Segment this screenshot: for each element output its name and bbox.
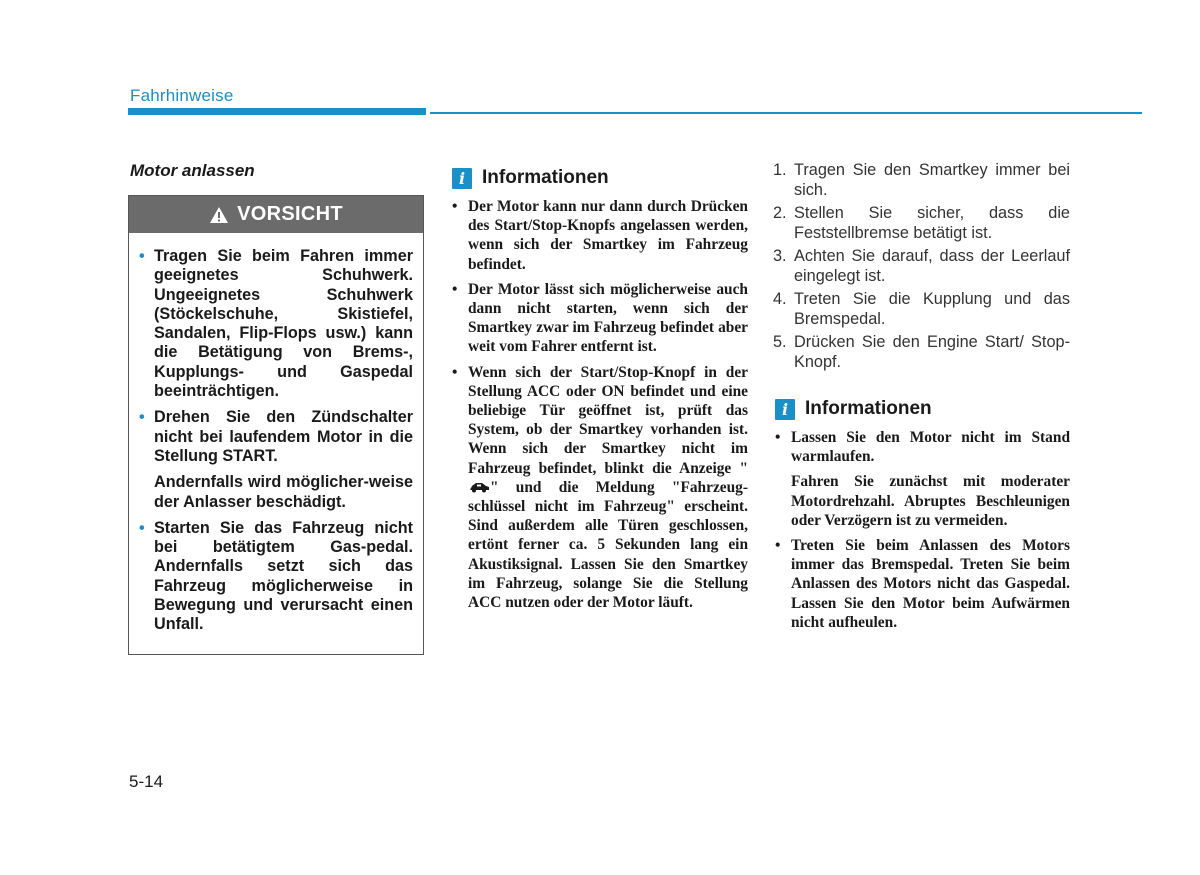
info-heading-label: Informationen (805, 398, 932, 419)
caution-header (129, 196, 423, 233)
caution-item (139, 519, 413, 635)
info-item-text: Der Motor lässt sich möglicherweise auch dann nicht starten, wenn sich der Smartkey zwar im Fahrzeug befindet aber weit vom Fahrer entfernt ist. (468, 280, 748, 356)
info-icon: i (775, 399, 795, 420)
warning-triangle-icon (209, 206, 229, 224)
step-number: 2. (773, 204, 787, 222)
info-block-2 (775, 398, 1070, 638)
info-item-text-b: " und die Meldung "Fahrzeug-schlüssel nicht im Fahrzeug" erscheint. Sind außerdem alle Türen geschlossen, ertönt ferner ca. 5 Sekunden lang ein Akustiksignal. Lassen Sie den Smartkey im Fahrzeug, solange Sie die Stellung ACC nutzen oder der Motor läuft. (468, 478, 748, 612)
header-rule-thin (430, 112, 1142, 114)
running-header: Fahrhinweise (130, 86, 234, 105)
smartkey-car-icon (468, 481, 490, 493)
info-list (452, 197, 748, 612)
caution-item (139, 247, 413, 401)
info-icon: i (452, 168, 472, 189)
caution-item (139, 408, 413, 511)
step-number: 1. (773, 161, 787, 179)
start-steps-list (773, 161, 1070, 376)
info-item-subtext: Fahren Sie zunächst mit moderater Motordrehzahl. Abruptes Beschleunigen oder Verzögern ist zu vermeiden. (791, 473, 1070, 529)
info-list (775, 428, 1070, 632)
info-item-text: Treten Sie beim Anlassen des Motors immer das Bremspedal. Treten Sie beim Anlassen des Motors nicht das Gaspedal. Lassen Sie den Motor beim Aufwärmen nicht aufheulen. (791, 537, 1070, 631)
info-item (775, 536, 1070, 632)
info-item (452, 280, 748, 357)
section-title: Motor anlassen (130, 161, 255, 180)
header-rule-thick (128, 108, 426, 115)
caution-item-text: Drehen Sie den Zündschalter nicht bei laufendem Motor in die Stellung START. (154, 408, 413, 465)
caution-box (128, 195, 424, 655)
info-item (452, 363, 748, 613)
caution-item-text: Tragen Sie beim Fahren immer geeignetes Schuhwerk. Ungeeignetes Schuhwerk (Stöckelschuhe, Skistiefel, Sandalen, Flip-Flops usw.) kann die Betätigung von Brems-, Kupplungs- und Gaspedal beeinträchtigen. (154, 247, 413, 401)
info-item-text: Lassen Sie den Motor nicht im Stand warmlaufen. (791, 429, 1070, 466)
caution-list (129, 233, 423, 635)
step-item (773, 247, 1070, 286)
caution-item-text: Starten Sie das Fahrzeug nicht bei betätigtem Gas-pedal. Andernfalls setzt sich das Fahrzeug möglicherweise in Bewegung und verursacht einen Unfall. (154, 518, 413, 634)
info-block-1 (452, 167, 748, 618)
info-item (775, 428, 1070, 530)
step-item (773, 161, 1070, 200)
page-number: 5-14 (129, 772, 164, 791)
step-number: 5. (773, 333, 787, 351)
info-item-text-a: Wenn sich der Start/Stop-Knopf in der Stellung ACC oder ON befindet und eine beliebige Tür geöffnet ist, prüft das System, ob der Smartkey vorhanden ist. Wenn sich der Smartkey nicht im Fahrzeug befindet, blinkt die Anzeige " (468, 363, 748, 477)
info-heading (452, 167, 748, 189)
step-number: 3. (773, 247, 787, 265)
caution-item-subtext: Andernfalls wird möglicher-weise der Anlasser beschädigt. (154, 473, 413, 511)
step-text: Achten Sie darauf, dass der Leerlauf eingelegt ist. (794, 247, 1070, 285)
step-item (773, 290, 1070, 329)
step-text: Drücken Sie den Engine Start/ Stop-Knopf. (794, 333, 1070, 371)
step-text: Treten Sie die Kupplung und das Bremspedal. (794, 290, 1070, 328)
info-item-text: Der Motor kann nur dann durch Drücken des Start/Stop-Knopfs angelassen werden, wenn sich der Smartkey im Fahrzeug befindet. (468, 198, 748, 273)
step-number: 4. (773, 290, 787, 308)
info-heading-label: Informationen (482, 167, 609, 188)
step-text: Tragen Sie den Smartkey immer bei sich. (794, 161, 1070, 199)
step-text: Stellen Sie sicher, dass die Feststellbremse betätigt ist. (794, 204, 1070, 242)
step-item (773, 333, 1070, 372)
caution-label: VORSICHT (237, 203, 343, 225)
step-item (773, 204, 1070, 243)
info-heading (775, 398, 1070, 420)
info-item (452, 197, 748, 274)
